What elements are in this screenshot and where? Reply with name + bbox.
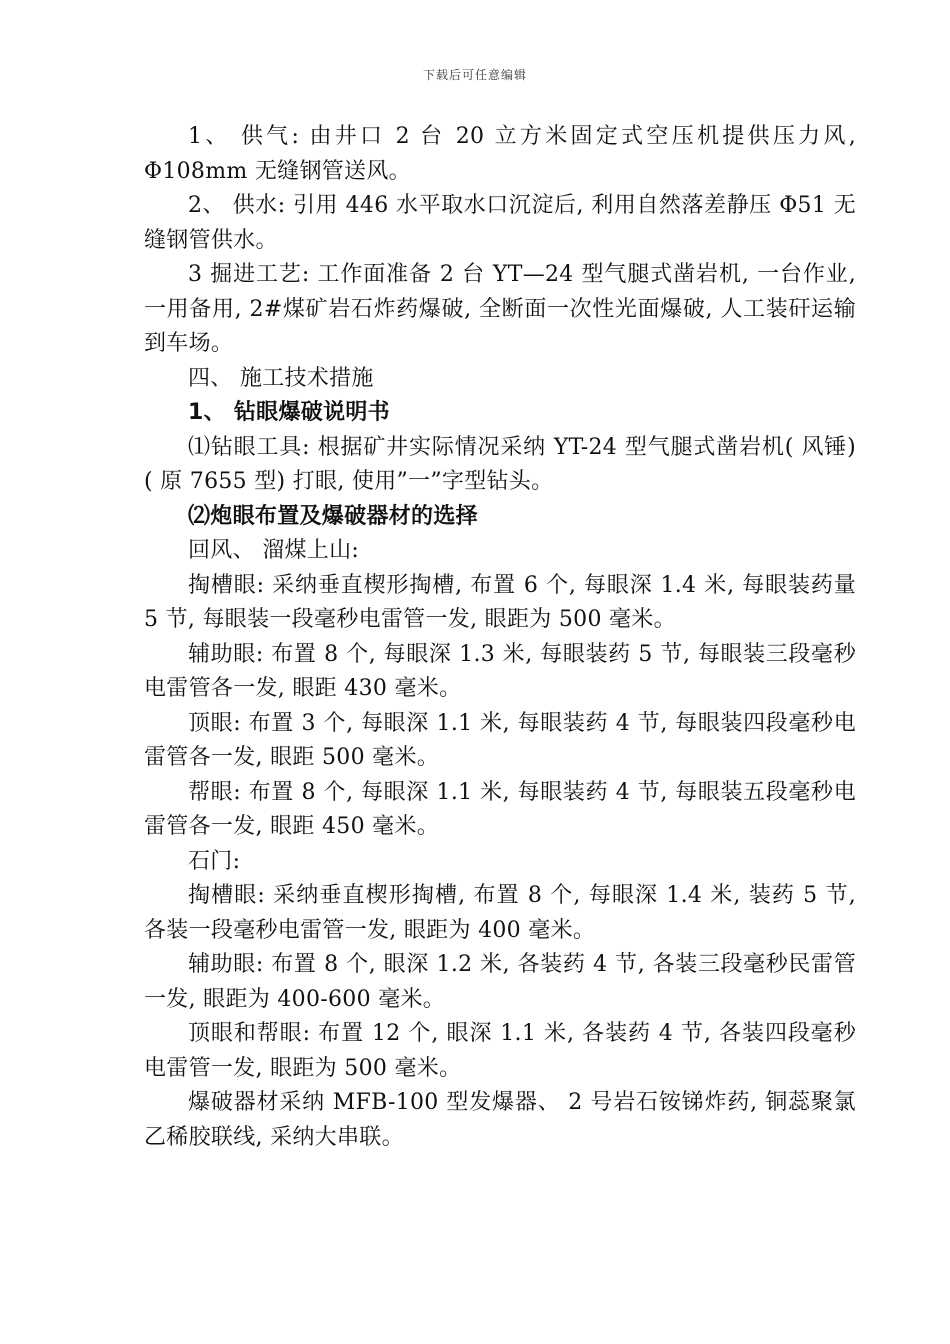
- section-heading-technical-measures: 四、 施工技术措施: [188, 365, 374, 391]
- paragraph-top-holes: 顶眼: 布置 3 个, 每眼深 1.1 米, 每眼装药 4 节, 每眼装四段毫秒电雷管各一发, 眼距 500 毫米。: [144, 710, 856, 770]
- paragraph-drilling-tools: ⑴钻眼工具: 根据矿井实际情况采纳 YT-24 型气腿式凿岩机( 风锤) ( 原 7655 型) 打眼, 使用”一”字型钻头。: [144, 434, 856, 494]
- paragraph-cut-holes: 掏槽眼: 采纳垂直楔形掏槽, 布置 6 个, 每眼深 1.4 米, 每眼装药量 5 节, 每眼装一段毫秒电雷管一发, 眼距为 500 毫米。: [144, 572, 856, 632]
- paragraph-crosscut-top-side-holes: 顶眼和帮眼: 布置 12 个, 眼深 1.1 米, 各装药 4 节, 各装四段毫秒电雷管一发, 眼距为 500 毫米。: [144, 1021, 856, 1081]
- paragraph-excavation-process: 3 掘进工艺: 工作面准备 2 台 YT—24 型气腿式凿岩机, 一台作业, 一用备用, 2#煤矿岩石炸药爆破, 全断面一次性光面爆破, 人工装矸运输到车场。: [144, 262, 856, 356]
- subsection-heading-drilling-blasting: 1、 钻眼爆破说明书: [188, 400, 390, 425]
- page-header: 下载后可任意编辑: [422, 68, 527, 82]
- paragraph-crosscut-auxiliary-holes: 辅助眼: 布置 8 个, 眼深 1.2 米, 各装药 4 节, 各装三段毫秒民雷管一发, 眼距为 400-600 毫米。: [144, 952, 856, 1012]
- subsection-heading-hole-layout: ⑵炮眼布置及爆破器材的选择: [188, 503, 478, 529]
- paragraph-blasting-equipment: 爆破器材采纳 MFB-100 型发爆器、 2 号岩石铵锑炸药, 铜蕊聚氯乙稀胶联线, 采纳大串联。: [144, 1090, 856, 1150]
- paragraph-return-air-uphill: 回风、 溜煤上山:: [188, 538, 360, 563]
- paragraph-side-holes: 帮眼: 布置 8 个, 每眼深 1.1 米, 每眼装药 4 节, 每眼装五段毫秒电雷管各一发, 眼距 450 毫米。: [144, 779, 856, 839]
- paragraph-auxiliary-holes: 辅助眼: 布置 8 个, 每眼深 1.3 米, 每眼装药 5 节, 每眼装三段毫秒电雷管各一发, 眼距 430 毫米。: [144, 641, 856, 701]
- paragraph-crosscut: 石门:: [188, 848, 241, 874]
- paragraph-water-supply: 2、 供水: 引用 446 水平取水口沉淀后, 利用自然落差静压 Φ51 无缝钢管供水。: [144, 193, 856, 253]
- document-body: [144, 120, 856, 1155]
- paragraph-crosscut-cut-holes: 掏槽眼: 采纳垂直楔形掏槽, 布置 8 个, 每眼深 1.4 米, 装药 5 节, 各装一段毫秒电雷管一发, 眼距为 400 毫米。: [144, 883, 856, 943]
- paragraph-air-supply: 1、 供气: 由井口 2 台 20 立方米固定式空压机提供压力风, Φ108mm 无缝钢管送风。: [144, 124, 856, 184]
